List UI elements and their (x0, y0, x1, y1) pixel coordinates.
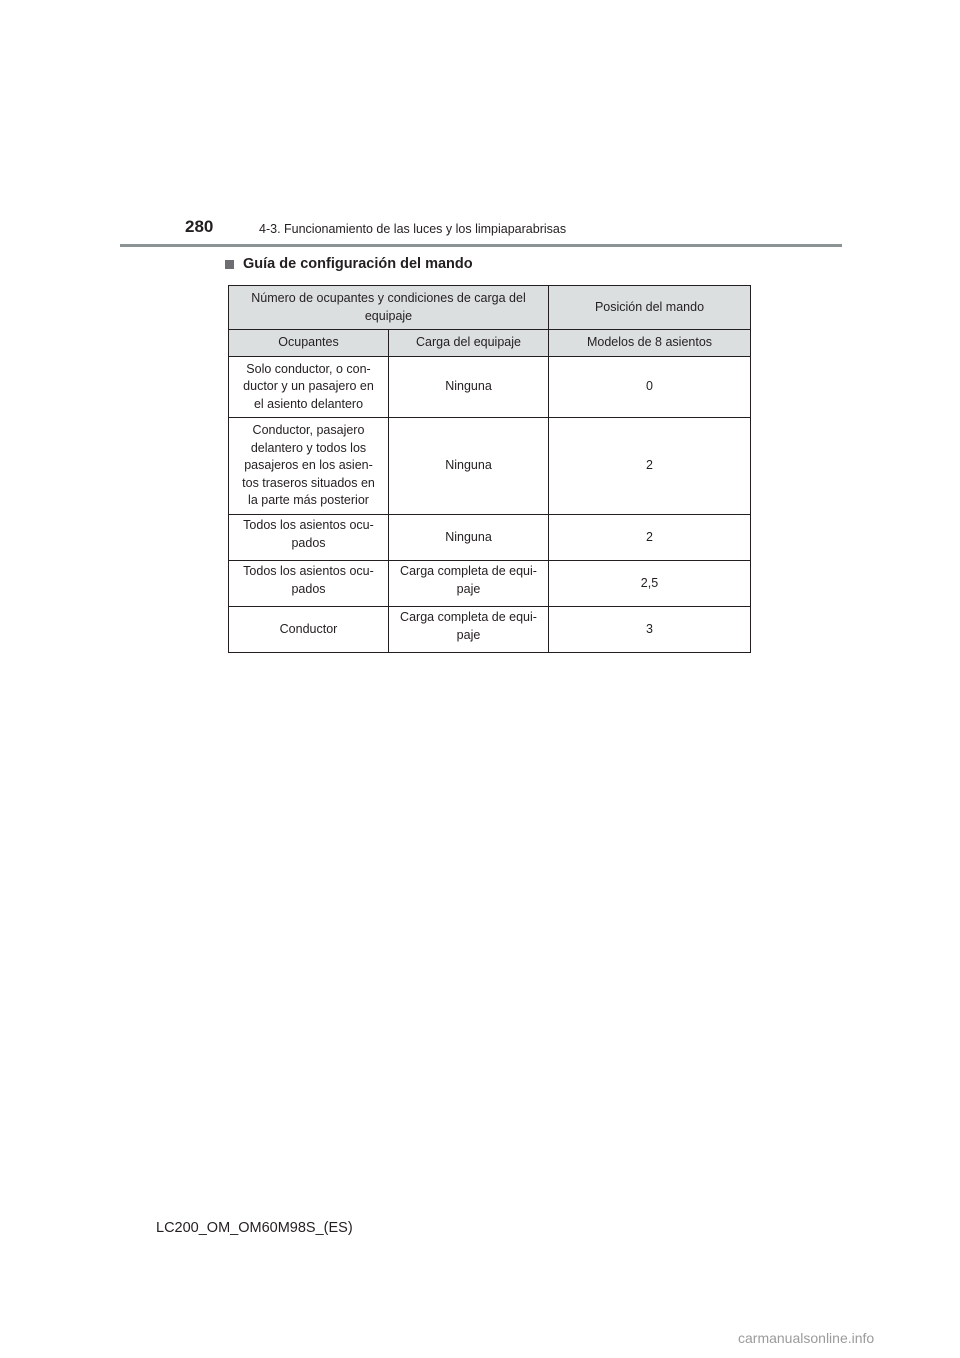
cell-luggage: Ninguna (389, 418, 549, 515)
dial-setting-table (228, 285, 751, 653)
header-cell-load-conditions: Número de ocupantes y condiciones de carga del equipaje (229, 286, 549, 330)
cell-luggage: Carga completa de equi- paje (389, 607, 549, 653)
filled-square-icon (225, 260, 234, 269)
header-cell-luggage: Carga del equipaje (389, 330, 549, 357)
table-row (229, 561, 751, 607)
header-cell-8-seat-models: Modelos de 8 asientos (549, 330, 751, 357)
header-cell-dial-position: Posición del mando (549, 286, 751, 330)
cell-occupants: Todos los asientos ocu- pados (229, 515, 389, 561)
table-subheader-row (229, 330, 751, 357)
cell-luggage: Carga completa de equi- paje (389, 561, 549, 607)
cell-position: 2,5 (549, 561, 751, 607)
cell-luggage: Ninguna (389, 357, 549, 418)
table-header-row (229, 286, 751, 330)
header-divider (120, 244, 842, 247)
cell-occupants: Solo conductor, o con- ductor y un pasajero en el asiento delantero (229, 357, 389, 418)
section-heading (225, 256, 473, 272)
table-row (229, 607, 751, 653)
cell-position: 0 (549, 357, 751, 418)
cell-occupants: Conductor (229, 607, 389, 653)
document-code: LC200_OM_OM60M98S_(ES) (156, 1220, 353, 1236)
header-cell-occupants: Ocupantes (229, 330, 389, 357)
section-title: Guía de configuración del mando (243, 256, 473, 272)
table-row (229, 357, 751, 418)
watermark: carmanualsonline.info (738, 1330, 875, 1346)
cell-position: 3 (549, 607, 751, 653)
table-row (229, 515, 751, 561)
cell-luggage: Ninguna (389, 515, 549, 561)
cell-occupants: Conductor, pasajero delantero y todos los pasajeros en los asien- tos traseros situados en la parte más posterior (229, 418, 389, 515)
cell-position: 2 (549, 515, 751, 561)
chapter-title: 4-3. Funcionamiento de las luces y los limpiaparabrisas (259, 222, 567, 236)
cell-occupants: Todos los asientos ocu- pados (229, 561, 389, 607)
cell-position: 2 (549, 418, 751, 515)
page-number: 280 (185, 217, 214, 236)
table-row (229, 418, 751, 515)
